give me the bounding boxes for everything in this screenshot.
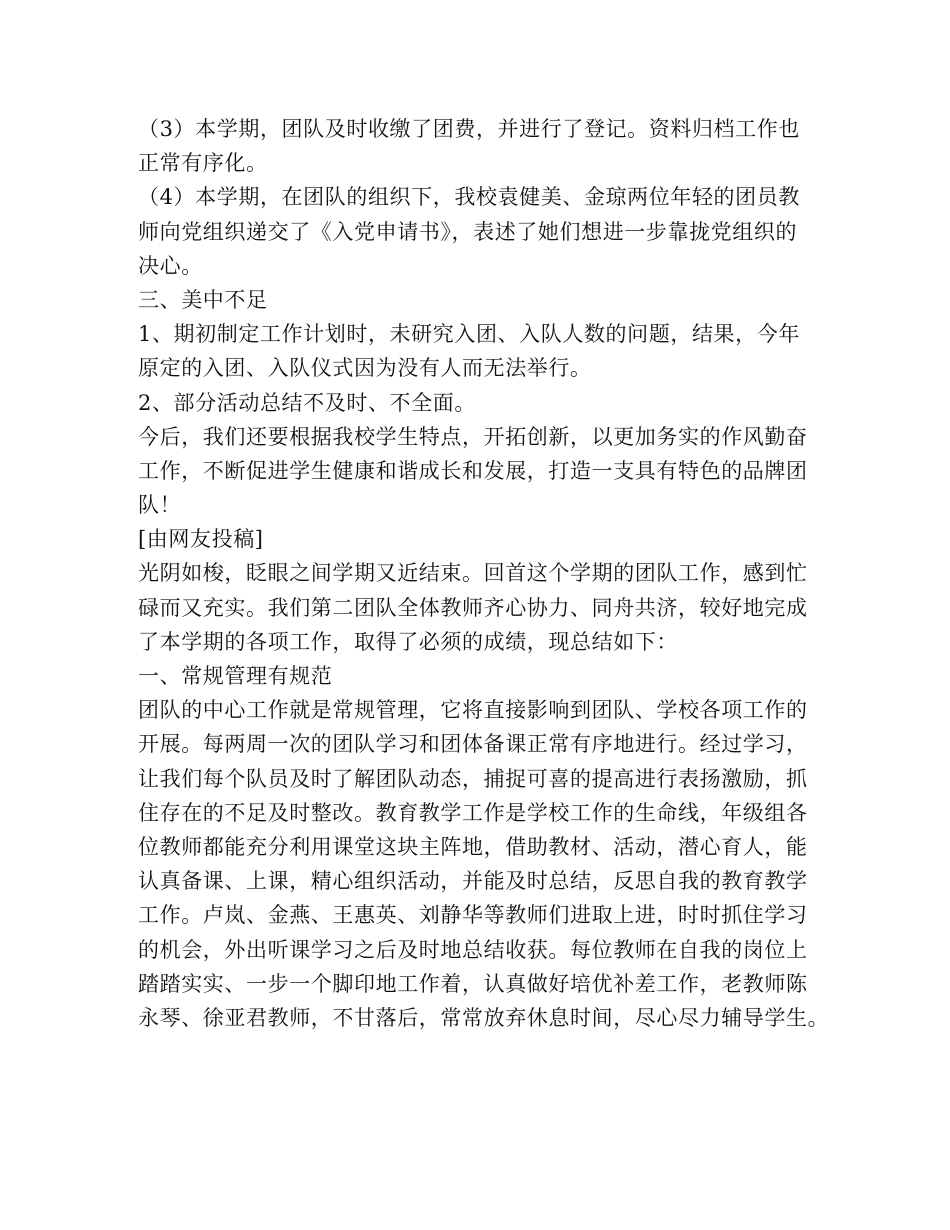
text-line: 的机会，外出听课学习之后及时地总结收获。每位教师在自我的岗位上	[138, 937, 808, 962]
text-line: 2、部分活动总结不及时、不全面。	[138, 390, 476, 415]
text-line: 了本学期的各项工作，取得了必须的成绩，现总结如下：	[138, 629, 678, 654]
text-line: 1、期初制定工作计划时，未研究入团、入队人数的问题，结果，今年	[138, 322, 800, 347]
text-line: 开展。每两周一次的团队学习和团体备课正常有序地进行。经过学习，	[138, 732, 808, 757]
text-line: 认真备课、上课，精心组织活动，并能及时总结，反思自我的教育教学	[138, 869, 808, 894]
text-line: 碌而又充实。我们第二团队全体教师齐心协力、同舟共济，较好地完成	[138, 595, 808, 620]
text-line: 决心。	[138, 253, 203, 278]
text-line: 踏踏实实、一步一个脚印地工作着，认真做好培优补差工作，老教师陈	[138, 971, 808, 996]
text-line: 工作。卢岚、金燕、王惠英、刘静华等教师们进取上进，时时抓住学习	[138, 903, 808, 928]
text-line: 让我们每个队员及时了解团队动态，捕捉可喜的提高进行表扬激励，抓	[138, 766, 808, 791]
section-heading: 一、常规管理有规范	[138, 664, 333, 688]
text-line: 住存在的不足及时整改。教育教学工作是学校工作的生命线，年级组各	[138, 800, 808, 825]
text-line: 位教师都能充分利用课堂这块主阵地，借助教材、活动，潜心育人，能	[138, 834, 808, 859]
text-line: （3）本学期，团队及时收缴了团费，并进行了登记。资料归档工作也	[138, 117, 800, 141]
text-line: 今后，我们还要根据我校学生特点，开拓创新，以更加务实的作风勤奋	[138, 424, 808, 449]
text-line: 永琴、徐亚君教师，不甘落后，常常放弃休息时间，尽心尽力辅导学生。	[138, 1005, 830, 1030]
text-line: 光阴如梭，眨眼之间学期又近结束。回首这个学期的团队工作，感到忙	[138, 561, 808, 586]
text-line: 队！	[138, 493, 182, 518]
document-body	[138, 112, 838, 1035]
text-line: 团队的中心工作就是常规管理，它将直接影响到团队、学校各项工作的	[138, 698, 808, 723]
text-line: 正常有序化。	[138, 151, 268, 176]
section-heading: 三、美中不足	[138, 287, 268, 312]
text-line: 工作，不断促进学生健康和谐成长和发展，打造一支具有特色的品牌团	[138, 458, 808, 483]
text-line: 师向党组织递交了《入党申请书》，表述了她们想进一步靠拢党组织的	[138, 219, 798, 244]
text-line: 原定的入团、入队仪式因为没有人而无法举行。	[138, 356, 592, 381]
source-note: [由网友投稿]	[138, 527, 264, 552]
text-line: （4）本学期，在团队的组织下，我校袁健美、金琼两位年轻的团员教	[138, 185, 800, 210]
